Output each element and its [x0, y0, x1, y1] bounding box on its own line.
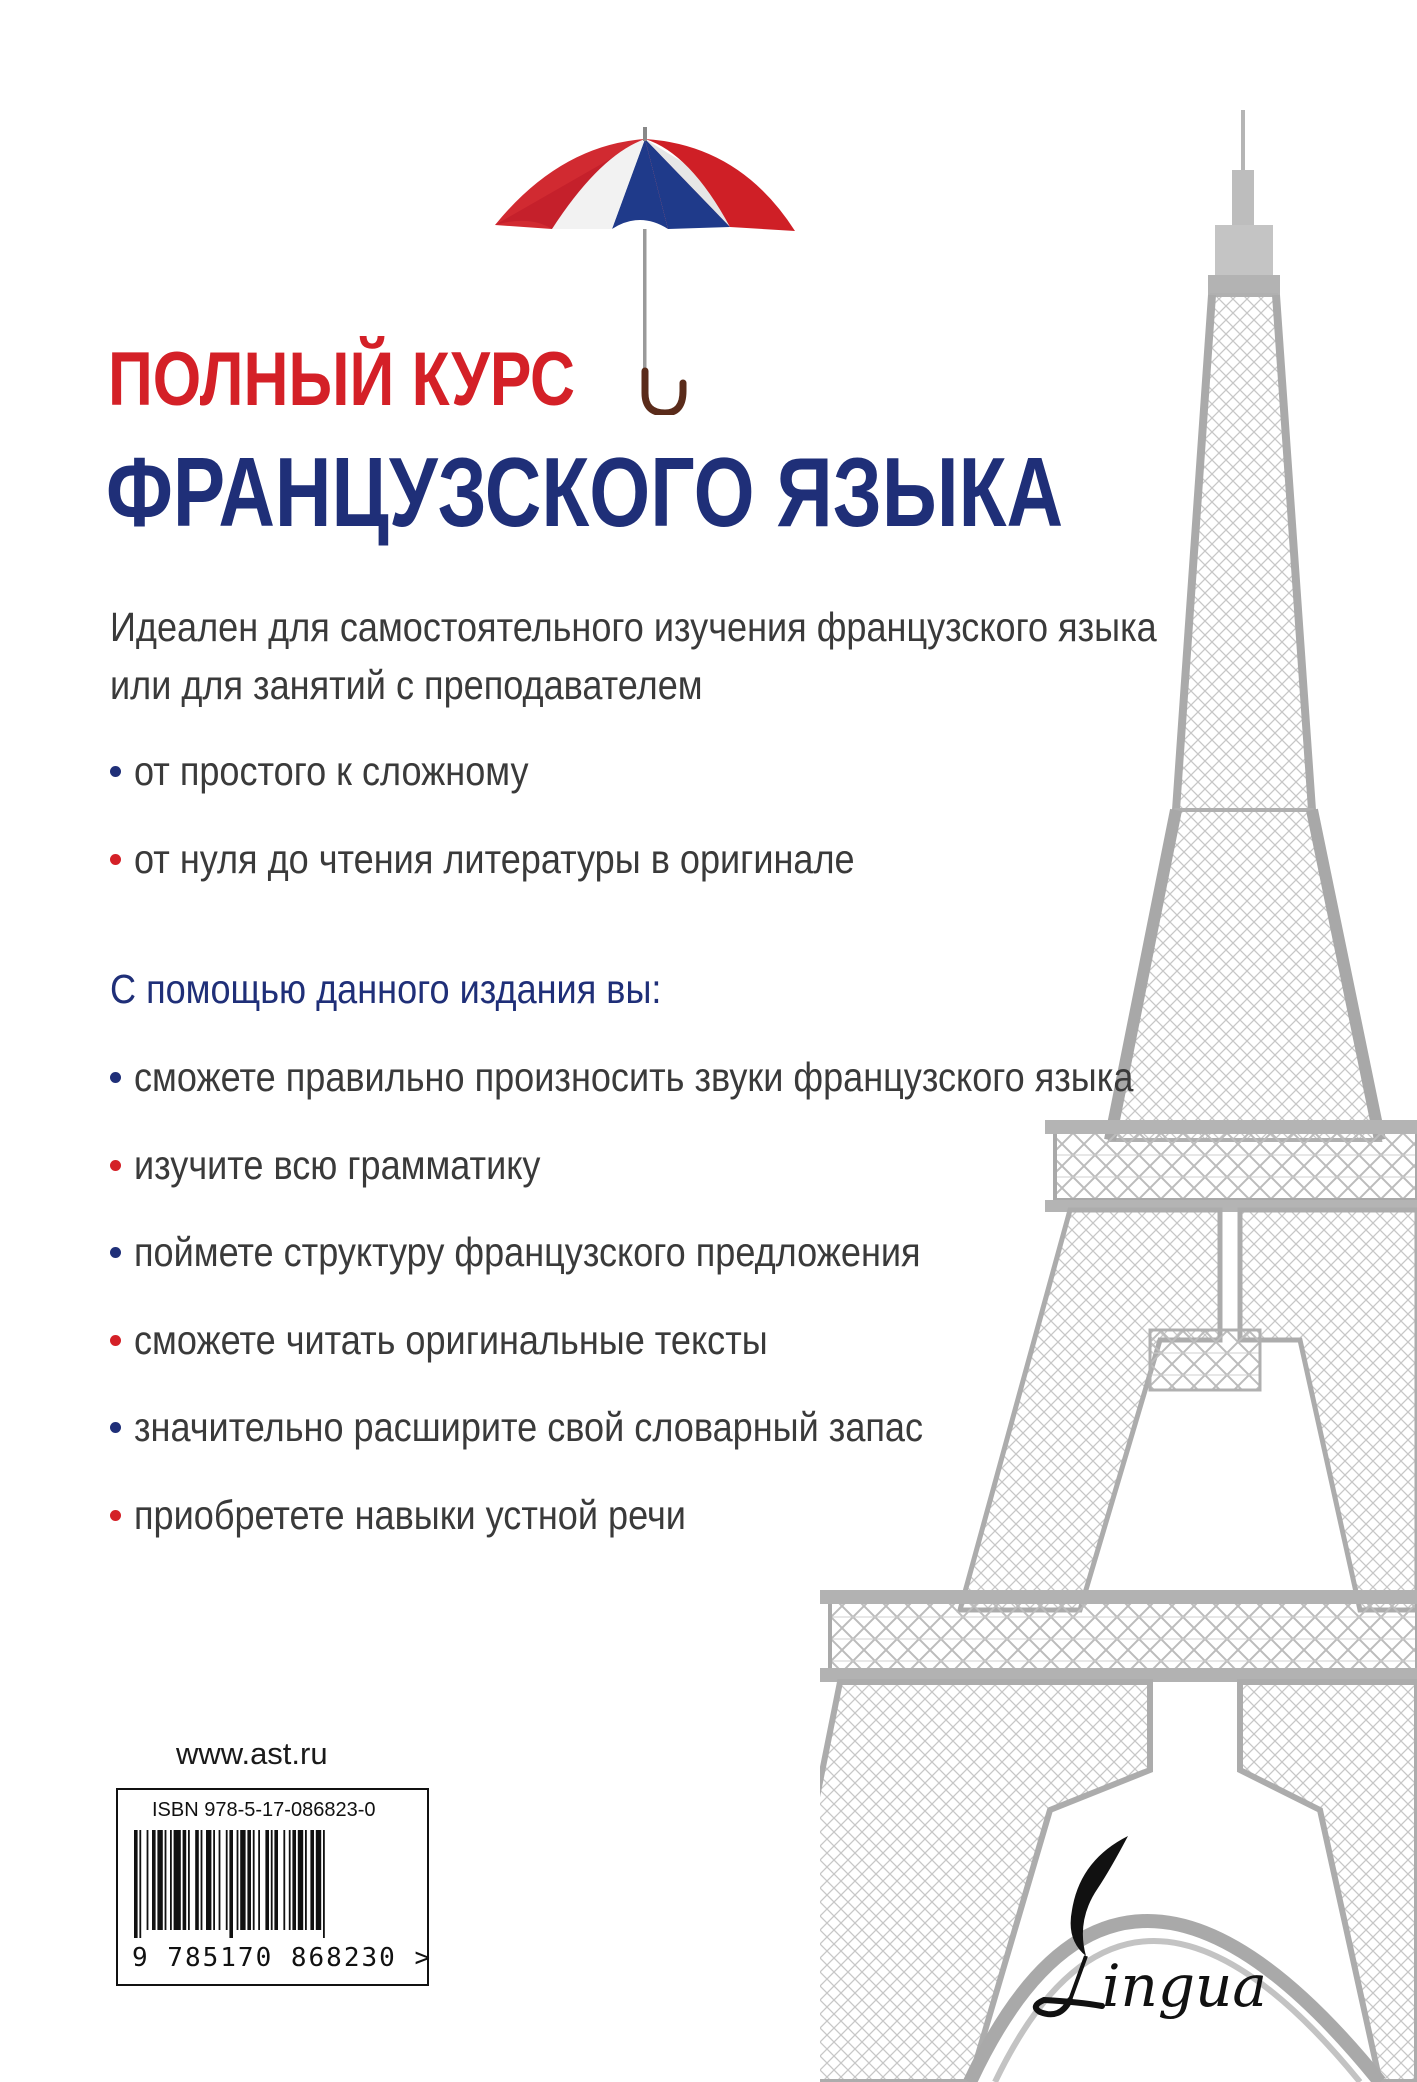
barcode-bar — [152, 1830, 156, 1930]
barcode-bar — [298, 1830, 303, 1930]
list-item-text: сможете читать оригинальные тексты — [134, 1316, 768, 1363]
barcode-bar — [289, 1830, 291, 1930]
list-item-text: сможете правильно произносить звуки французского языка — [134, 1054, 1134, 1100]
barcode-bar — [237, 1830, 239, 1930]
barcode-bar — [305, 1830, 307, 1930]
barcode-bar — [195, 1830, 199, 1930]
barcode-bar — [310, 1830, 314, 1930]
title-line-2: ФРАНЦУЗСКОГО ЯЗЫКА — [106, 437, 1064, 547]
list-item-text: изучите всю грамматику — [134, 1141, 541, 1188]
barcode-bar — [134, 1830, 138, 1938]
barcode-bar — [283, 1830, 285, 1930]
intro-text — [110, 598, 1166, 714]
bullet-dot-icon — [110, 1335, 121, 1346]
barcode-bar — [170, 1830, 172, 1930]
isbn-label: ISBN 978-5-17-086823-0 — [152, 1799, 376, 1821]
barcode-bar — [147, 1830, 149, 1930]
isbn-barcode-box — [116, 1788, 433, 1986]
publisher-website: www.ast.ru — [176, 1736, 328, 1771]
list-item-text: приобретете навыки устной речи — [134, 1491, 686, 1538]
quill-icon — [1071, 1836, 1128, 1956]
barcode-bar — [174, 1830, 181, 1930]
barcode-bar — [165, 1830, 167, 1930]
bullet-dot-icon — [110, 1247, 121, 1258]
intro-line-1: Идеален для самостоятельного изучения французского языка — [110, 604, 1157, 650]
barcode-bar — [271, 1830, 273, 1930]
barcode-bar — [274, 1830, 278, 1930]
barcode-bar — [240, 1830, 245, 1930]
barcode-bar — [188, 1830, 190, 1930]
barcode-bar — [219, 1830, 221, 1930]
barcode-bar — [258, 1830, 260, 1930]
intro-line-2: или для занятий с преподавателем — [110, 662, 703, 708]
bullet-dot-icon — [110, 1072, 121, 1083]
bullet-dot-icon — [110, 1160, 121, 1171]
bullet-dot-icon — [110, 1510, 121, 1521]
list-item-text: значительно расширите свой словарный запас — [134, 1404, 924, 1450]
barcode-bar — [229, 1830, 233, 1938]
barcode-bar — [253, 1830, 255, 1930]
barcode-bar — [139, 1830, 141, 1938]
barcode-bar — [323, 1830, 325, 1938]
list-item-text: от нуля до чтения литературы в оригинале — [134, 835, 855, 882]
list-item-text: от простого к сложному — [134, 748, 529, 794]
barcode-image — [132, 1830, 412, 1938]
svg-text:ingua: ingua — [1102, 1952, 1267, 2020]
bullet-dot-icon — [110, 766, 121, 777]
barcode-bar — [247, 1830, 251, 1930]
bullet-dot-icon — [110, 854, 121, 865]
isbn-digits: 9 785170 868230 > — [132, 1943, 433, 1973]
list-item-text: поймете структуру французского предложения — [134, 1229, 921, 1275]
barcode-bar — [183, 1830, 187, 1930]
barcode-bar — [265, 1830, 269, 1930]
barcode-bar — [206, 1830, 211, 1930]
barcode-bar — [201, 1830, 203, 1930]
barcode-bar — [157, 1830, 162, 1930]
bullet-dot-icon — [110, 1422, 121, 1433]
title-line-1: ПОЛНЫЙ КУРС — [108, 337, 575, 422]
barcode-bar — [213, 1830, 215, 1930]
barcode-bar — [292, 1830, 296, 1930]
lingua-logo — [1010, 1830, 1310, 2030]
barcode-bar — [316, 1830, 321, 1930]
benefits-heading: С помощью данного издания вы: — [110, 966, 662, 1012]
barcode-bar — [226, 1830, 228, 1930]
